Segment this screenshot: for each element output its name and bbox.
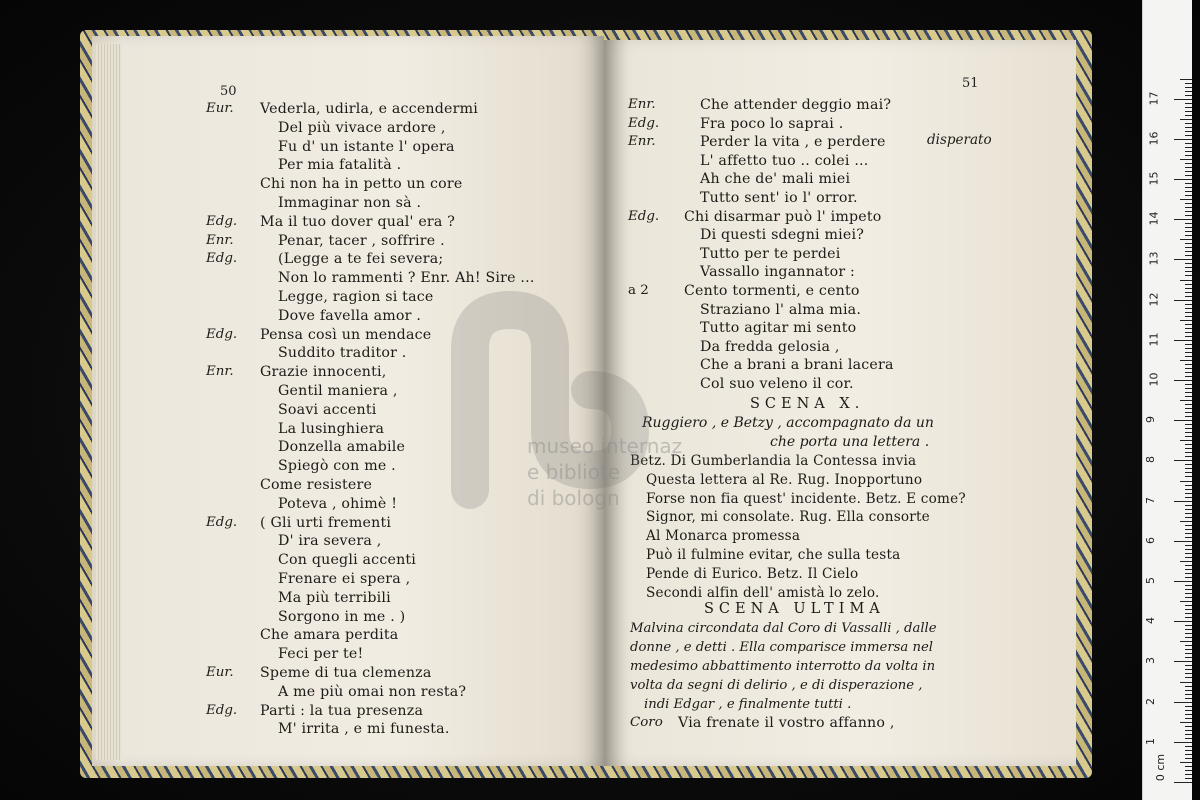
ruler-tick (1185, 284, 1192, 285)
ruler-tick (1185, 754, 1192, 755)
ruler-tick (1185, 436, 1192, 437)
ruler-tick (1180, 239, 1192, 240)
ruler-tick (1185, 191, 1192, 192)
verse-line: Penar, tacer , soffrire . (278, 232, 445, 249)
verse-line: Tutto per te perdei (700, 245, 841, 262)
ruler-tick (1180, 561, 1192, 562)
ruler-tick (1185, 348, 1192, 349)
ruler-tick (1185, 710, 1192, 711)
ruler-tick (1185, 308, 1192, 309)
verse-line: Fu d' un istante l' opera (278, 138, 455, 155)
verse-line: Poteva , ohimè ! (278, 495, 398, 512)
scene-heading-ultima: SCENA ULTIMA (704, 601, 885, 617)
ruler-tick (1185, 633, 1192, 634)
stage-direction-line: volta da segni di delirio , e di disperazione , (630, 678, 923, 693)
ruler-tick (1185, 577, 1192, 578)
ruler-label: 12 (1147, 292, 1161, 307)
ruler-label: 3 (1144, 657, 1157, 665)
speaker-label: Eur. (206, 101, 234, 116)
ruler-tick (1174, 621, 1192, 622)
ruler-tick (1185, 175, 1192, 176)
ruler-tick (1185, 766, 1192, 767)
page-number-right: 51 (962, 76, 979, 91)
ruler-tick (1185, 625, 1192, 626)
ruler-tick (1185, 657, 1192, 658)
ruler-label: 6 (1144, 536, 1157, 544)
ruler-tick (1185, 316, 1192, 317)
verse-line: Speme di tua clemenza (260, 665, 432, 681)
verse-line: Sorgono in me . ) (278, 608, 406, 625)
speaker-coro: Coro (630, 715, 663, 730)
speaker-label: Enr. (206, 364, 234, 380)
ruler-tick (1185, 533, 1192, 534)
ruler-tick (1180, 762, 1192, 763)
ruler-tick (1180, 79, 1192, 80)
ruler-tick (1174, 661, 1192, 662)
speaker-label: Edg. (206, 213, 238, 229)
page-edges (96, 44, 122, 760)
ruler-tick (1185, 356, 1192, 357)
ruler-tick (1185, 183, 1192, 184)
ruler-tick (1185, 223, 1192, 224)
verse-line: Legge, ragion si tace (278, 289, 434, 305)
verse-line: A me più omai non resta? (278, 683, 467, 700)
ruler-tick (1185, 517, 1192, 518)
prose-line: Questa lettera al Re. Rug. Inopportuno (646, 471, 923, 488)
ruler-tick (1185, 231, 1192, 232)
ruler-tick (1185, 95, 1192, 96)
verse-line: Col suo veleno il cor. (700, 376, 854, 392)
ruler-tick (1185, 83, 1192, 84)
ruler-tick (1185, 706, 1192, 707)
ruler-tick (1180, 119, 1192, 120)
verse-line: Per mia fatalità . (278, 157, 402, 174)
ruler-tick (1174, 782, 1192, 783)
ruler-tick (1185, 336, 1192, 337)
verse-line: Con quegli accenti (278, 552, 417, 569)
verse-line: Pensa così un mendace (260, 326, 432, 343)
ruler-tick (1185, 364, 1192, 365)
ruler-tick (1185, 690, 1192, 691)
ruler-tick (1185, 677, 1192, 678)
ruler-label: 1 (1144, 737, 1157, 745)
ruler-label: 15 (1147, 171, 1161, 186)
ruler-tick (1174, 179, 1192, 180)
ruler-tick (1180, 722, 1192, 723)
ruler-tick (1185, 292, 1192, 293)
ruler-label: 9 (1144, 416, 1157, 424)
verse-line: Gentil maniera , (278, 383, 398, 399)
ruler-tick (1180, 641, 1192, 642)
ruler-tick (1185, 428, 1192, 429)
ruler-tick (1185, 155, 1192, 156)
ruler-tick (1185, 384, 1192, 385)
ruler-tick (1185, 211, 1192, 212)
ruler-tick (1180, 280, 1192, 281)
ruler-tick (1185, 127, 1192, 128)
ruler-tick (1185, 669, 1192, 670)
ruler-tick (1185, 569, 1192, 570)
ruler-label: 0 cm (1154, 753, 1168, 782)
ruler-tick (1185, 275, 1192, 276)
ruler-tick (1185, 352, 1192, 353)
ruler-tick (1185, 645, 1192, 646)
verse-line: Ma più terribili (278, 589, 391, 606)
ruler-tick (1185, 376, 1192, 377)
verse-line: ( Gli urti frementi (260, 514, 392, 531)
ruler-tick (1185, 444, 1192, 445)
ruler-tick (1174, 139, 1192, 140)
ruler-tick (1185, 730, 1192, 731)
ruler-tick (1185, 324, 1192, 325)
ruler-tick (1174, 380, 1192, 381)
ruler-tick (1185, 698, 1192, 699)
speaker-label: Edg. (628, 208, 660, 224)
verse-line: Immaginar non sà . (278, 195, 422, 211)
ruler-tick (1185, 738, 1192, 739)
ruler-tick (1185, 694, 1192, 695)
ruler-tick (1174, 460, 1192, 461)
prose-line: Betz. Di Gumberlandia la Contessa invia (630, 453, 917, 469)
ruler-tick (1185, 750, 1192, 751)
cm-ruler (1142, 0, 1192, 800)
ruler-tick (1185, 513, 1192, 514)
verse-line: D' ira severa , (278, 533, 382, 550)
verse-line: Di questi sdegni miei? (700, 227, 865, 244)
speaker-label: Edg. (206, 514, 238, 530)
ruler-tick (1185, 304, 1192, 305)
page-number-left: 50 (220, 84, 237, 99)
stage-direction-line: Malvina circondata dal Coro di Vassalli , dalle (630, 621, 937, 636)
ruler-tick (1185, 557, 1192, 558)
ruler-label: 14 (1147, 211, 1161, 226)
ruler-label: 17 (1147, 91, 1161, 106)
verse-line: Che amara perdita (260, 627, 399, 644)
ruler-tick (1185, 734, 1192, 735)
verse-line: Perder la vita , e perdere (700, 134, 886, 151)
ruler-tick (1185, 135, 1192, 136)
ruler-tick (1185, 103, 1192, 104)
speaker-label: Edg. (206, 702, 238, 718)
ruler-tick (1185, 665, 1192, 666)
ruler-tick (1185, 328, 1192, 329)
stage-direction-line: donne , e detti . Ella comparisce immersa nel (630, 640, 933, 655)
speaker-label: Eur. (206, 665, 234, 680)
ruler-tick (1185, 468, 1192, 469)
ruler-tick (1185, 227, 1192, 228)
ruler-tick (1185, 332, 1192, 333)
ruler-tick (1185, 296, 1192, 297)
ruler-tick (1174, 581, 1192, 582)
ruler-label: 7 (1144, 496, 1157, 504)
ruler-tick (1185, 432, 1192, 433)
ruler-tick (1185, 493, 1192, 494)
ruler-tick (1174, 501, 1192, 502)
ruler-tick (1185, 247, 1192, 248)
ruler-tick (1185, 537, 1192, 538)
ruler-tick (1180, 481, 1192, 482)
verse-line: Frenare ei spera , (278, 571, 411, 587)
verse-line: Feci per te! (278, 646, 364, 663)
verse-line: Tutto agitar mi sento (700, 320, 857, 337)
ruler-tick (1185, 673, 1192, 674)
ruler-label: 16 (1147, 131, 1161, 146)
ruler-label: 4 (1144, 617, 1157, 625)
ruler-tick (1185, 235, 1192, 236)
ruler-tick (1185, 396, 1192, 397)
ruler-tick (1180, 440, 1192, 441)
prose-line: Al Monarca promessa (646, 528, 801, 545)
ruler-tick (1185, 408, 1192, 409)
ruler-tick (1185, 653, 1192, 654)
stage-direction-line: indi Edgar , e finalmente tutti . (644, 697, 852, 712)
ruler-tick (1185, 288, 1192, 289)
ruler-tick (1174, 259, 1192, 260)
ruler-tick (1185, 637, 1192, 638)
ruler-tick (1185, 312, 1192, 313)
ruler-tick (1185, 271, 1192, 272)
ruler-label: 13 (1147, 251, 1161, 266)
ruler-tick (1185, 649, 1192, 650)
ruler-tick (1185, 424, 1192, 425)
ruler-tick (1185, 207, 1192, 208)
speaker-label: Enr. (628, 134, 656, 150)
ruler-tick (1185, 545, 1192, 546)
speaker-label: a 2 (628, 283, 649, 298)
ruler-tick (1180, 682, 1192, 683)
ruler-tick (1180, 320, 1192, 321)
verse-line: Chi disarmar può l' impeto (684, 208, 882, 225)
verse-line: Spiegò con me . (278, 458, 396, 475)
ruler-tick (1185, 774, 1192, 775)
ruler-tick (1185, 718, 1192, 719)
prose-line: Secondi alfin dell' amistà lo zelo. (646, 584, 880, 601)
ruler-tick (1174, 420, 1192, 421)
ruler-tick (1185, 123, 1192, 124)
ruler-tick (1185, 609, 1192, 610)
ruler-tick (1185, 497, 1192, 498)
ruler-tick (1185, 726, 1192, 727)
ruler-tick (1185, 529, 1192, 530)
ruler-tick (1185, 485, 1192, 486)
verse-line: Fra poco lo saprai . (700, 115, 844, 132)
ruler-tick (1185, 255, 1192, 256)
verse-line: Grazie innocenti, (260, 364, 387, 381)
verse-line: L' affetto tuo .. colei ... (700, 152, 869, 169)
verse-line: Da fredda gelosia , (700, 338, 840, 355)
ruler-tick (1185, 263, 1192, 264)
ruler-tick (1185, 593, 1192, 594)
ruler-tick (1174, 300, 1192, 301)
ruler-tick (1185, 187, 1192, 188)
ruler-tick (1185, 111, 1192, 112)
ruler-tick (1185, 131, 1192, 132)
verse-line: Cento tormenti, e cento (684, 283, 860, 299)
ruler-tick (1185, 597, 1192, 598)
ruler-tick (1174, 340, 1192, 341)
ruler-tick (1185, 115, 1192, 116)
ruler-tick (1185, 267, 1192, 268)
ruler-tick (1185, 746, 1192, 747)
ruler-tick (1185, 456, 1192, 457)
ruler-tick (1185, 589, 1192, 590)
ruler-tick (1185, 107, 1192, 108)
ruler-tick (1185, 472, 1192, 473)
scene-heading-x: SCENA X. (750, 396, 865, 412)
verse-line: Non lo rammenti ? Enr. Ah! Sire ... (278, 270, 535, 287)
watermark-text-1: museo internaz (527, 434, 683, 458)
speaker-label: Enr. (206, 232, 234, 248)
verse-line: Dove favella amor . (278, 307, 422, 324)
verse-line: (Legge a te fei severa; (278, 251, 444, 268)
speaker-label: Edg. (206, 251, 238, 267)
verse-line: Vassallo ingannator : (700, 264, 856, 281)
ruler-label: 11 (1147, 332, 1161, 347)
verse-line: Donzella amabile (278, 439, 406, 456)
ruler-tick (1185, 629, 1192, 630)
ruler-tick (1185, 770, 1192, 771)
ruler-tick (1185, 464, 1192, 465)
ruler-tick (1185, 448, 1192, 449)
ruler-tick (1185, 489, 1192, 490)
ruler-tick (1180, 159, 1192, 160)
ruler-tick (1185, 388, 1192, 389)
ruler-tick (1180, 400, 1192, 401)
ruler-tick (1185, 167, 1192, 168)
ruler-tick (1185, 585, 1192, 586)
ruler-tick (1185, 344, 1192, 345)
prose-line: Pende di Eurico. Betz. Il Cielo (646, 565, 859, 582)
verse-line: Tutto sent' io l' orror. (700, 190, 858, 206)
ruler-tick (1174, 99, 1192, 100)
ruler-tick (1185, 151, 1192, 152)
watermark-text-2: e bibliote (527, 460, 621, 484)
verse-line: M' irrita , e mi funesta. (278, 721, 450, 738)
ruler-label: 10 (1147, 372, 1161, 387)
verse-line: Soavi accenti (278, 401, 377, 418)
coro-line: Via frenate il vostro affanno , (678, 715, 895, 731)
ruler-label: 5 (1144, 577, 1157, 584)
prose-line: Può il fulmine evitar, che sulla testa (646, 547, 901, 563)
watermark-text-3: di bologn (527, 486, 620, 510)
verse-line: Vederla, udirla, e accendermi (260, 101, 479, 117)
ruler-tick (1180, 601, 1192, 602)
prose-line: Forse non fia quest' incidente. Betz. E come? (646, 490, 966, 507)
stage-direction-line: medesimo abbattimento interrotto da volta in (630, 659, 936, 674)
ruler-tick (1174, 742, 1192, 743)
stage-direction-x-2: che porta una lettera . (770, 434, 930, 450)
ruler-tick (1180, 360, 1192, 361)
ruler-tick (1185, 549, 1192, 550)
ruler-tick (1185, 147, 1192, 148)
ruler-tick (1185, 203, 1192, 204)
ruler-tick (1180, 199, 1192, 200)
ruler-tick (1185, 613, 1192, 614)
ruler-tick (1185, 143, 1192, 144)
ruler-tick (1185, 686, 1192, 687)
ruler-tick (1185, 372, 1192, 373)
ruler-tick (1185, 553, 1192, 554)
verse-line: Che a brani a brani lacera (700, 357, 894, 374)
verse-line: Ah che de' mali miei (700, 171, 851, 188)
ruler-tick (1185, 605, 1192, 606)
prose-line: Signor, mi consolate. Rug. Ella consorte (646, 509, 930, 526)
verse-line: La lusinghiera (278, 420, 385, 437)
ruler-tick (1185, 505, 1192, 506)
verse-line: Chi non ha in petto un core (260, 176, 463, 193)
ruler-tick (1185, 778, 1192, 779)
ruler-tick (1185, 392, 1192, 393)
ruler-tick (1174, 219, 1192, 220)
verse-line: Parti : la tua presenza (260, 702, 424, 719)
speaker-label: Edg. (628, 115, 660, 131)
ruler-tick (1185, 714, 1192, 715)
ruler-tick (1185, 412, 1192, 413)
ruler-tick (1185, 617, 1192, 618)
verse-line: Del più vivace ardore , (278, 119, 446, 136)
ruler-tick (1185, 416, 1192, 417)
ruler-tick (1185, 368, 1192, 369)
ruler-tick (1185, 525, 1192, 526)
ruler-tick (1185, 404, 1192, 405)
verse-line: Straziano l' alma mia. (700, 301, 862, 318)
verse-line: Ma il tuo dover qual' era ? (260, 213, 456, 230)
verse-line: Suddito traditor . (278, 345, 407, 362)
ruler-tick (1185, 452, 1192, 453)
ruler-tick (1185, 243, 1192, 244)
ruler-label: 2 (1144, 697, 1157, 705)
ruler-tick (1185, 509, 1192, 510)
ruler-tick (1185, 171, 1192, 172)
ruler-tick (1185, 251, 1192, 252)
ruler-tick (1185, 573, 1192, 574)
speaker-label: Enr. (628, 97, 656, 112)
ruler-tick (1185, 565, 1192, 566)
ruler-tick (1185, 91, 1192, 92)
ruler-tick (1180, 521, 1192, 522)
ruler-tick (1185, 476, 1192, 477)
speaker-label: Edg. (206, 326, 238, 342)
margin-note: disperato (927, 132, 992, 148)
ruler-tick (1185, 215, 1192, 216)
ruler-tick (1185, 758, 1192, 759)
verse-line: Che attender deggio mai? (700, 97, 892, 113)
verse-line: Come resistere (260, 477, 373, 493)
stage-direction-x-1: Ruggiero , e Betzy , accompagnato da un (642, 415, 934, 431)
ruler-label: 8 (1144, 456, 1157, 464)
ruler-tick (1174, 702, 1192, 703)
ruler-tick (1185, 87, 1192, 88)
ruler-tick (1174, 541, 1192, 542)
ruler-tick (1185, 163, 1192, 164)
ruler-tick (1185, 195, 1192, 196)
